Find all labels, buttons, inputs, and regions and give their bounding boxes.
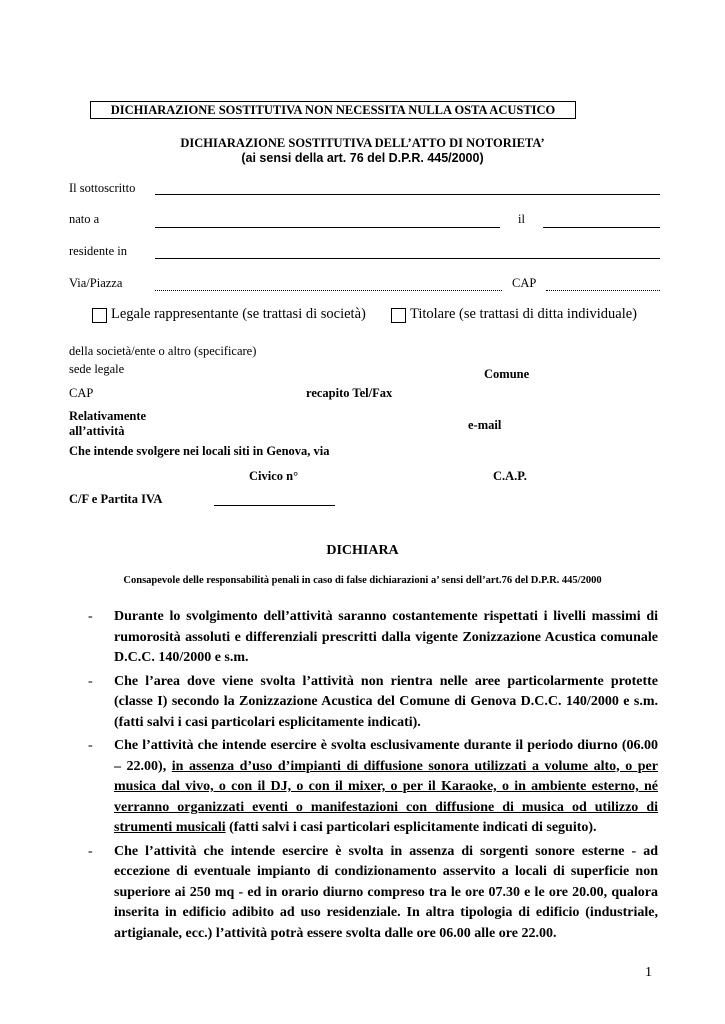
label-cap: CAP (512, 276, 537, 290)
via-field[interactable] (155, 290, 502, 291)
declaration-item (88, 736, 658, 839)
label-comune: Comune (484, 367, 530, 381)
declaration-item (88, 607, 658, 669)
declaration-text-3-post: (fatti salvi i casi particolari esplicitamente indicati di seguito). (225, 820, 597, 835)
legale-checkbox[interactable] (92, 308, 107, 323)
declaration-item (88, 842, 658, 945)
bullet-dash: - (88, 738, 93, 753)
cf-field[interactable] (214, 505, 335, 506)
consapevole-text: Consapevole delle responsabilità penali in caso di false dichiarazioni a’ sensi dell’art.76 del D.P.R. 445/2000 (123, 575, 602, 586)
label-sede: sede legale (69, 362, 125, 376)
page-number: 1 (645, 965, 652, 980)
label-locali: Che intende svolgere nei locali siti in Genova, via (69, 444, 330, 458)
label-email: e-mail (468, 418, 502, 432)
label-relativamente-1: Relativamente (69, 409, 147, 423)
label-il: il (518, 212, 525, 226)
il-field[interactable] (543, 227, 660, 228)
nato-field[interactable] (155, 227, 500, 228)
cap-field[interactable] (546, 290, 660, 291)
declarations-list (88, 607, 658, 947)
label-residente: residente in (69, 244, 127, 258)
legale-label: Legale rappresentante (se trattasi di società) (111, 306, 366, 322)
declaration-text-2: Che l’area dove viene svolta l’attività non rientra nelle aree particolarmente protette (classe I) secondo la Zonizzazione Acustica del Comune di Genova D.C.C. 140/2000 e s.m. (fatti salvi i casi particolari esplicitamente indicati). (114, 673, 658, 730)
declaration-text-1: Durante lo svolgimento dell’attività saranno costantemente rispettati i livelli massimi di rumorosità assoluti e differenziali prescritti dalla vigente Zonizzazione Acustica comunale D.C.C. 140/2000 e s.m. (114, 609, 658, 665)
declaration-text-4: Che l’attività che intende esercire è svolta in assenza di sorgenti sonore esterne - ad eccezione di eventuale impianto di condizionamento asservito a locali di superficie non superiore ai 250 mq - ed in orario diurno compreso tra le ore 07.30 e le ore 20.00, qualora inserita in edificio adibito ad uso residenziale. In altra tipologia di edificio (industriale, artigianale, ecc.) l’attività potrà essere svolta dalle ore 06.00 alle ore 22.00. (114, 843, 658, 941)
label-relativamente-2: all’attività (69, 424, 125, 438)
document-box-title: DICHIARAZIONE SOSTITUTIVA NON NECESSITA NULLA OSTA ACUSTICO (90, 101, 576, 119)
label-cap-company: CAP (69, 386, 94, 400)
label-recapito: recapito Tel/Fax (306, 386, 393, 400)
declaration-item (88, 672, 658, 734)
bullet-dash: - (88, 609, 93, 624)
document-title: DICHIARAZIONE SOSTITUTIVA DELL’ATTO DI NOTORIETA’ (180, 136, 545, 150)
residente-field[interactable] (155, 258, 660, 259)
declaration-text-3-underlined: in assenza d’uso d’impianti di diffusione sonora utilizzati a volume alto, o per musica dal vivo, o con il DJ, o con il mixer, o per il Karaoke, o in ambiente esterno, né verranno organizzati eventi o manifestazioni con diffusione di musica od utilizzo di strumenti musicali (114, 758, 658, 835)
titolare-label: Titolare (se trattasi di ditta individuale) (410, 306, 637, 322)
bullet-dash: - (88, 843, 93, 859)
bullet-dash: - (88, 673, 93, 689)
label-via: Via/Piazza (69, 276, 123, 290)
sottoscritto-field[interactable] (155, 194, 660, 195)
titolare-checkbox[interactable] (391, 308, 406, 323)
label-cf: C/F e Partita IVA (69, 492, 163, 506)
dichiara-title: DICHIARA (326, 543, 399, 558)
document-subtitle: (ai sensi della art. 76 del D.P.R. 445/2000) (241, 151, 484, 165)
label-civico: Civico n° (249, 469, 299, 483)
declaration-text-3-pre: Che l’attività che intende esercire è svolta esclusivamente durante il periodo diurno (06.00 – 22.00), (114, 738, 658, 774)
label-nato: nato a (69, 212, 100, 226)
label-societa: della società/ente o altro (specificare) (69, 344, 257, 358)
label-sottoscritto: Il sottoscritto (69, 181, 136, 195)
label-cap2: C.A.P. (493, 469, 527, 483)
